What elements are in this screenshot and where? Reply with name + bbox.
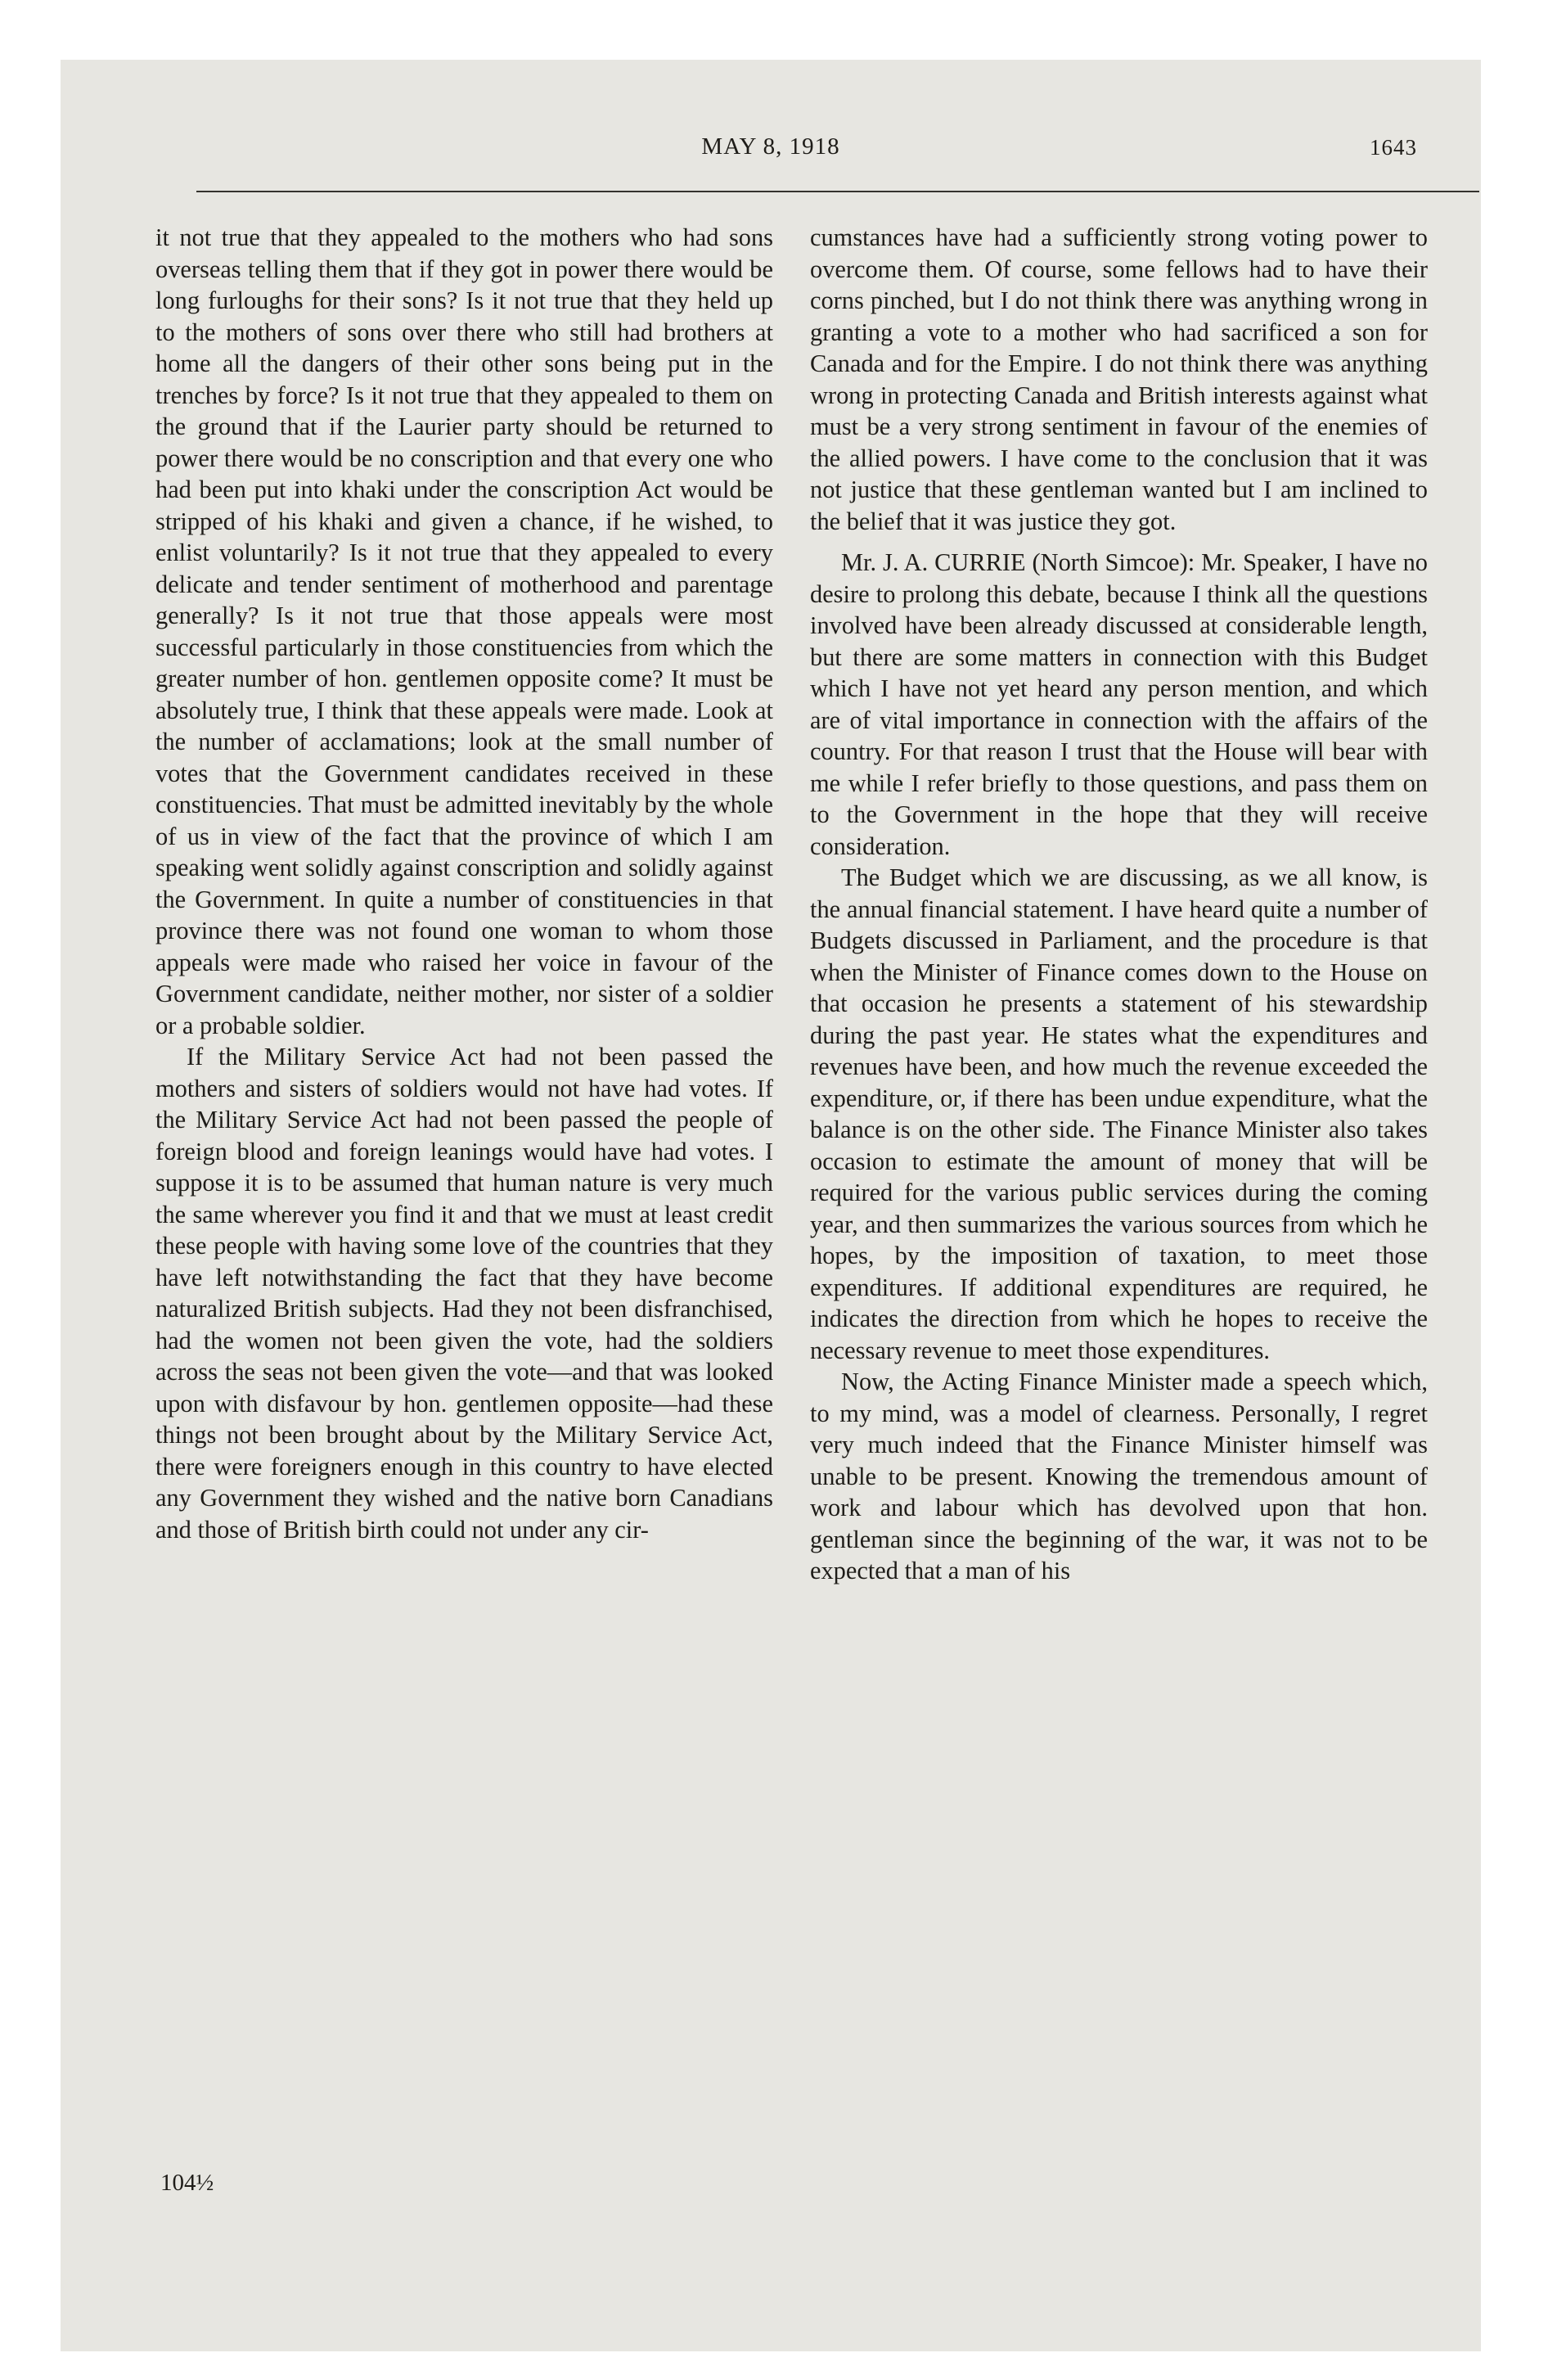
header-date: MAY 8, 1918 [701,133,840,160]
right-paragraph-4: Now, the Acting Finance Minister made a speech which, to my mind, was a model of clearness. Personally, I regret very much indeed that the Finance Minister himself was unable to be present. Knowing the tremendous amount of work and labour which has devolved upon that hon. gentleman since the beginning of the war, it was not to be expected that a man of his [810,1368,1428,1584]
left-column [155,222,773,1545]
scanned-page [61,60,1481,2351]
left-paragraph-1: it not true that they appealed to the mothers who had sons overseas telling them that if they got in power there would be long furloughs for their sons? Is it not true that they held up to the mothers of sons over there who still had brothers at home all the dangers of their other sons being put in the trenches by force? Is it not true that they appealed to them on the ground that if the Laurier party should be returned to power there would be no conscription and that every one who had been put into khaki under the conscription Act would be stripped of his khaki and given a chance, if he wished, to enlist voluntarily? Is it not true that they appealed to every delicate and tender sentiment of motherhood and parentage generally? Is it not true that those appeals were most successful particularly in those constituencies from which the greater number of hon. gentlemen opposite come? It must be absolutely true, I think that these appeals were made. Look at the number of acclamations; look at the small number of votes that the Government candidates received in these constituencies. That must be admitted inevitably by the whole of us in view of the fact that the province of which I am speaking went solidly against conscription and solidly against the Government. In quite a number of constituencies in that province there was not found one woman to whom those appeals were made who raised her voice in favour of the Government candidate, neither mother, nor sister of a soldier or a probable soldier. [155,223,773,1039]
signature-mark: 104½ [160,2170,214,2196]
left-paragraph-2: If the Military Service Act had not been passed the mothers and sisters of soldiers would not have had votes. If the Military Service Act had not been passed the people of foreign blood and foreign leanings would have had votes. I suppose it is to be assumed that human nature is very much the same wherever you find it and that we must at least credit these people with having some love of the countries that they have left notwithstanding the fact that they have become naturalized British subjects. Had they not been disfranchised, had the women not been given the vote, had the soldiers across the seas not been given the vote—and that was looked upon with disfavour by hon. gentlemen opposite—had these things not been brought about by the Military Service Act, there were foreigners enough in this country to have elected any Government they wished and the native born Canadians and those of British birth could not under any cir- [155,1043,773,1544]
header-page-number: 1643 [1370,135,1417,160]
right-paragraph-2: Mr. J. A. CURRIE (North Simcoe): Mr. Speaker, I have no desire to prolong this debate, because I think all the questions involved have been already discussed at considerable length, but there are some matters in connection with this Budget which I have not yet heard any person mention, and which are of vital importance in connection with the affairs of the country. For that reason I trust that the House will bear with me while I refer briefly to those questions, and pass them on to the Government in the hope that they will receive consideration. [810,548,1428,860]
right-paragraph-1: cumstances have had a sufficiently strong voting power to overcome them. Of course, some fellows had to have their corns pinched, but I do not think there was anything wrong in granting a vote to a mother who had sacrificed a son for Canada and for the Empire. I do not think there was anything wrong in protecting Canada and British interests against what must be a very strong sentiment in favour of the enemies of the allied powers. I have come to the conclusion that it was not justice that these gentleman wanted but I am inclined to the belief that it was justice they got. [810,223,1428,535]
right-column [810,222,1428,1587]
right-paragraph-3: The Budget which we are discussing, as we all know, is the annual financial statement. I have heard quite a number of Budgets discussed in Parliament, and the procedure is that when the Minister of Finance comes down to the House on that occasion he presents a statement of his stewardship during the past year. He states what the expenditures and revenues have been, and how much the revenue exceeded the expenditure, or, if there has been undue expenditure, what the balance is on the other side. The Finance Minister also takes occasion to estimate the amount of money that will be required for the various public services during the coming year, and then summarizes the various sources from which he hopes, by the imposition of taxation, to meet those expenditures. If additional expenditures are required, he indicates the direction from which he hopes to receive the necessary revenue to meet those expenditures. [810,863,1428,1364]
header-rule [196,191,1479,192]
page-header [61,133,1481,183]
